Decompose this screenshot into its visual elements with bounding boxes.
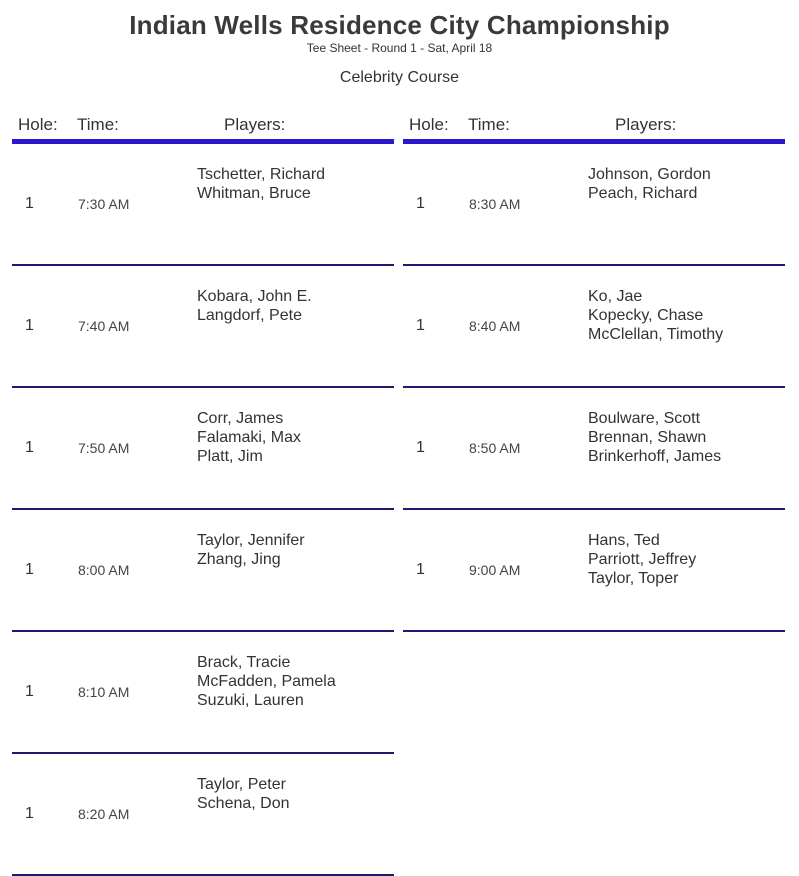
tee-time: 8:50 AM [469,440,521,456]
player-list [588,287,723,344]
time-header: Time: [468,115,510,134]
hole-number: 1 [416,561,425,578]
player-name: Taylor, Peter [197,776,286,793]
player-list [588,409,721,466]
hole-number: 1 [416,317,425,334]
tee-sheet-right-column [403,114,785,632]
player-list [197,775,290,813]
player-list [197,287,312,325]
hole-number: 1 [25,805,34,822]
tee-sheet-left-column [12,114,394,876]
player-name: Whitman, Bruce [197,185,311,202]
player-name: Boulware, Scott [588,410,701,427]
players-header: Players: [224,115,286,134]
hole-number: 1 [25,561,34,578]
player-list [197,409,301,466]
player-name: Corr, James [197,410,284,427]
player-list [197,531,305,569]
player-name: Parriott, Jeffrey [588,551,697,568]
tee-time: 7:50 AM [78,440,130,456]
player-name: Peach, Richard [588,185,698,202]
tee-time: 9:00 AM [469,562,521,578]
time-header: Time: [77,115,119,134]
player-name: Hans, Ted [588,532,660,549]
player-list [588,165,711,203]
player-list [197,653,336,710]
column-headers [12,114,394,144]
player-list [588,531,696,588]
player-name: Platt, Jim [197,448,263,465]
hole-number: 1 [25,317,34,334]
tee-time-row [12,632,394,754]
tee-time: 8:10 AM [78,684,130,700]
tee-time-row [403,388,785,510]
tee-time-row [403,266,785,388]
tee-time-row [12,754,394,876]
column-headers [403,114,785,144]
player-name: Kobara, John E. [197,288,312,305]
tee-time-row [403,510,785,632]
hole-number: 1 [25,439,34,456]
player-list [197,165,325,203]
tee-time: 7:40 AM [78,318,130,334]
player-name: McFadden, Pamela [197,673,336,690]
player-name: McClellan, Timothy [588,326,724,343]
hole-number: 1 [416,195,425,212]
player-name: Brinkerhoff, James [588,448,722,465]
players-header: Players: [615,115,677,134]
player-name: Ko, Jae [588,288,643,305]
page-subtitle: Tee Sheet - Round 1 - Sat, April 18 [306,41,493,55]
tee-time-row [12,144,394,266]
player-name: Tschetter, Richard [197,166,326,183]
player-name: Langdorf, Pete [197,307,302,324]
player-name: Taylor, Toper [588,570,679,587]
course-name: Celebrity Course [339,69,460,86]
player-name: Brack, Tracie [197,654,291,671]
tee-time: 7:30 AM [78,196,130,212]
hole-number: 1 [25,195,34,212]
tee-time-row [12,510,394,632]
hole-number: 1 [25,683,34,700]
tee-time-row [12,266,394,388]
tee-time-row [12,388,394,510]
hole-header: Hole: [18,115,58,134]
page-title: Indian Wells Residence City Championship [129,10,670,40]
player-name: Johnson, Gordon [588,166,711,183]
hole-number: 1 [416,439,425,456]
tee-time: 8:30 AM [469,196,521,212]
tee-time: 8:20 AM [78,806,130,822]
player-name: Kopecky, Chase [588,307,704,324]
player-name: Zhang, Jing [197,551,281,568]
page-header [0,8,799,88]
player-name: Brennan, Shawn [588,429,707,446]
player-name: Suzuki, Lauren [197,692,304,709]
tee-time: 8:00 AM [78,562,130,578]
tee-time: 8:40 AM [469,318,521,334]
player-name: Taylor, Jennifer [197,532,305,549]
player-name: Schena, Don [197,795,290,812]
hole-header: Hole: [409,115,449,134]
player-name: Falamaki, Max [197,429,302,446]
tee-time-row [403,144,785,266]
